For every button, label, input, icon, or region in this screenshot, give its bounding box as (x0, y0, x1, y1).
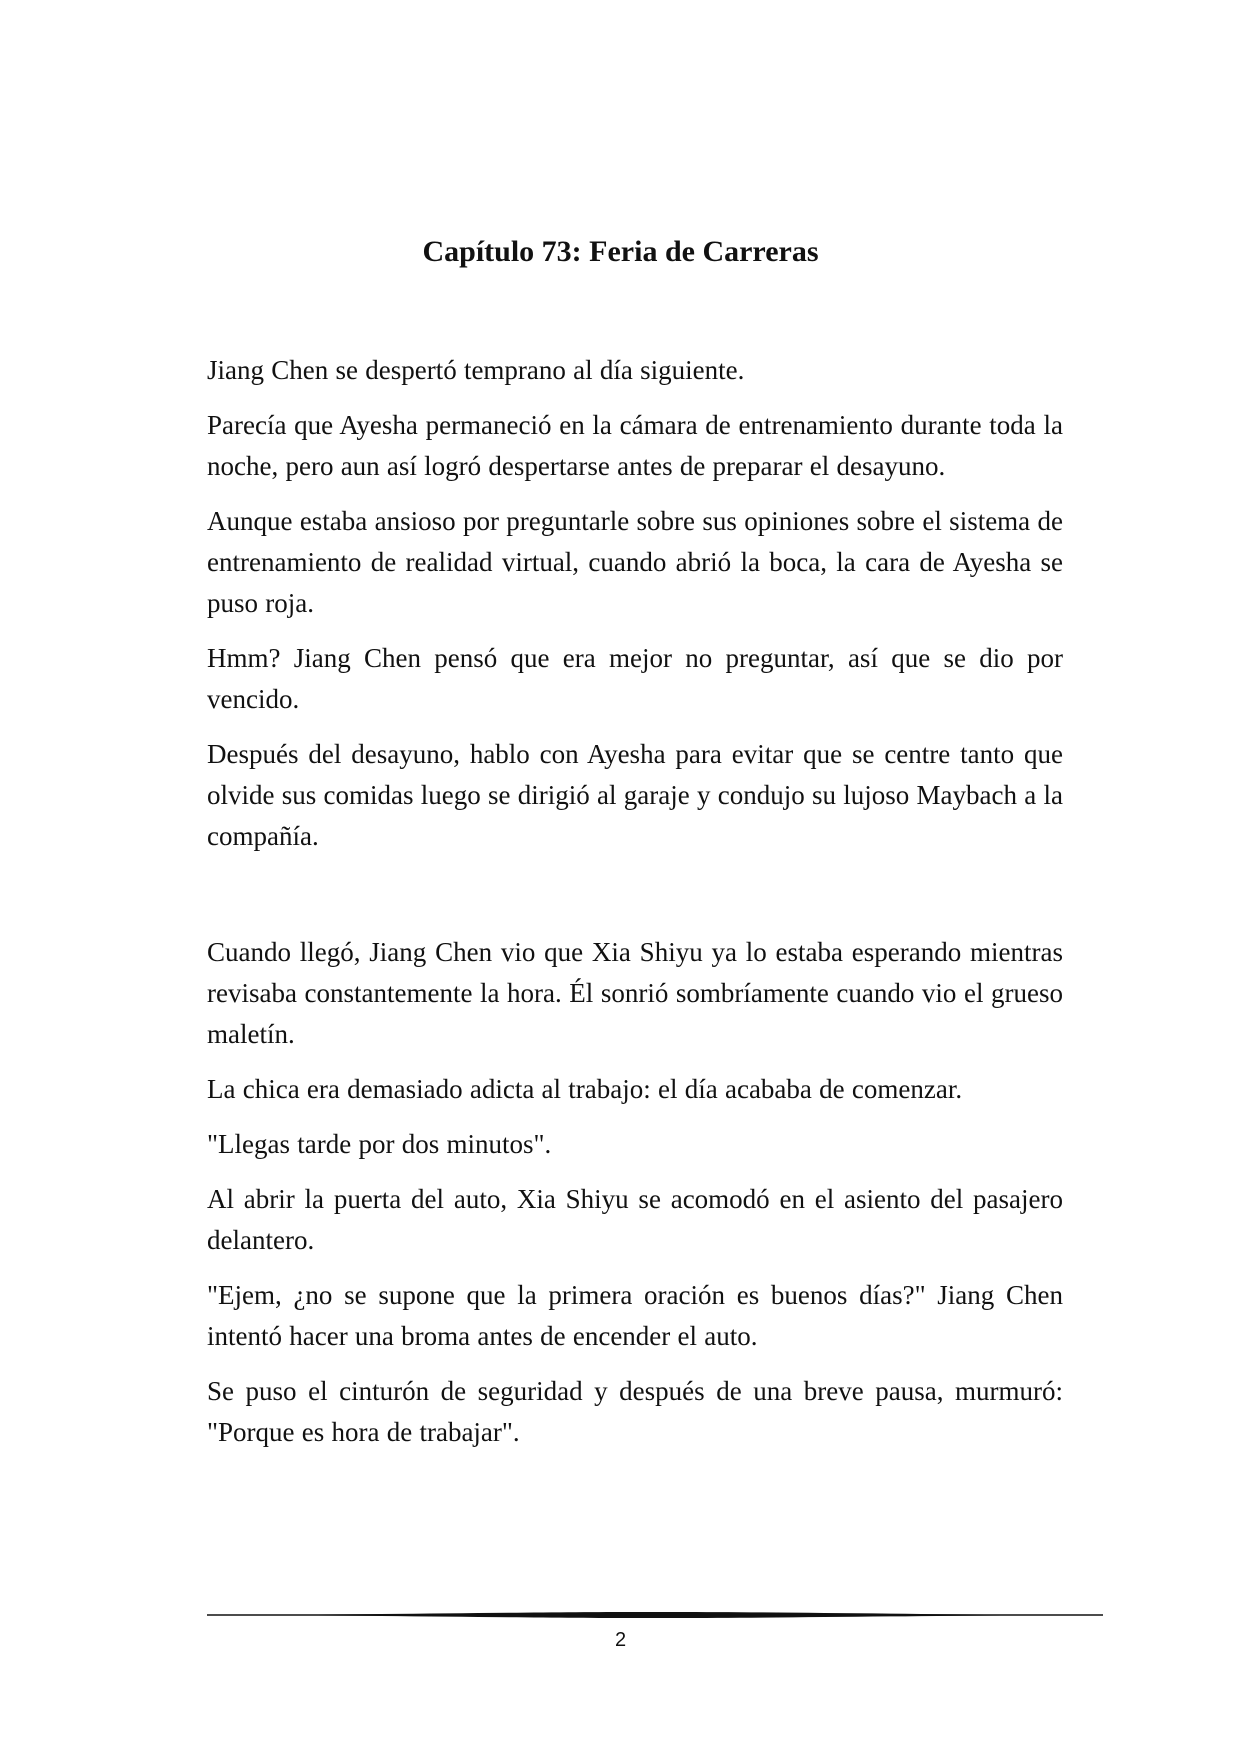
paragraph: "Ejem, ¿no se supone que la primera oración es buenos días?" Jiang Chen intentó hacer una broma antes de encender el auto. (207, 1280, 1063, 1351)
paragraph: Al abrir la puerta del auto, Xia Shiyu se acomodó en el asiento del pasajero delantero. (207, 1184, 1063, 1255)
footer-divider (207, 1611, 1103, 1619)
paragraph: Cuando llegó, Jiang Chen vio que Xia Shiyu ya lo estaba esperando mientras revisaba constantemente la hora. Él sonrió sombríamente cuando vio el grueso maletín. (207, 937, 1063, 1049)
paragraph: "Llegas tarde por dos minutos". (207, 1129, 552, 1159)
page-number: 2 (614, 1629, 627, 1651)
paragraph: Hmm? Jiang Chen pensó que era mejor no preguntar, así que se dio por vencido. (207, 643, 1063, 714)
chapter-title: Capítulo 73: Feria de Carreras (422, 235, 819, 268)
paragraph: La chica era demasiado adicta al trabajo: el día acababa de comenzar. (207, 1074, 963, 1104)
body-text (207, 350, 1063, 1467)
paragraph: Parecía que Ayesha permaneció en la cámara de entrenamiento durante toda la noche, pero aun así logró despertarse antes de preparar el desayuno. (207, 410, 1063, 481)
paragraph: Después del desayuno, hablo con Ayesha para evitar que se centre tanto que olvide sus comidas luego se dirigió al garaje y condujo su lujoso Maybach a la compañía. (207, 739, 1063, 851)
paragraph: Aunque estaba ansioso por preguntarle sobre sus opiniones sobre el sistema de entrenamiento de realidad virtual, cuando abrió la boca, la cara de Ayesha se puso roja. (207, 506, 1063, 618)
paragraph: Jiang Chen se despertó temprano al día siguiente. (207, 355, 745, 385)
paragraph: Se puso el cinturón de seguridad y después de una breve pausa, murmuró: "Porque es hora de trabajar". (207, 1376, 1063, 1447)
